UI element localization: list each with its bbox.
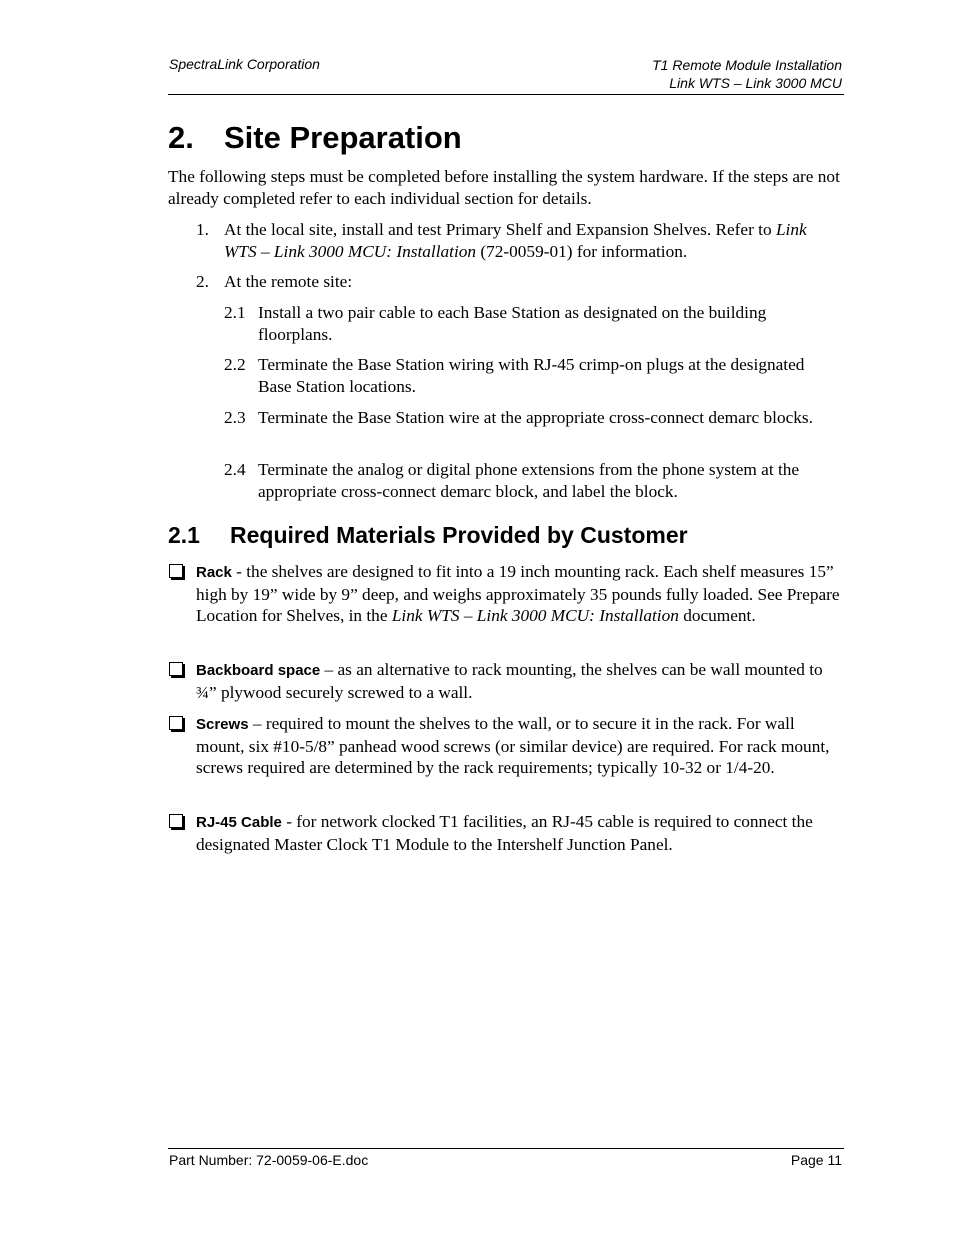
step-number: 2. (196, 272, 209, 291)
footer-part-number: Part Number: 72-0059-06-E.doc (169, 1152, 369, 1168)
section-intro: The following steps must be completed before installing the system hardware. If the steps are not already completed refer to each individual section for details. (168, 167, 840, 208)
substep-item (224, 302, 824, 345)
section-title: Site Preparation (224, 120, 462, 155)
header-doc-subtitle: Link WTS – Link 3000 MCU (669, 75, 842, 91)
step-item (196, 219, 836, 262)
substep-text: Install a two pair cable to each Base Station as designated on the building floorplans. (258, 303, 767, 344)
header-divider (168, 94, 844, 95)
checklist-text (196, 561, 844, 627)
step-text: At the remote site: (224, 272, 353, 291)
substep-text: Terminate the analog or digital phone extensions from the phone system at the appropriate cross-connect demarc block, and label the block. (258, 460, 800, 501)
checklist-label: Screws (196, 716, 249, 733)
subsection-heading (168, 520, 688, 550)
footer-page-number: Page 11 (790, 1152, 842, 1168)
section-number: 2. (168, 120, 194, 155)
substep-number: 2.1 (224, 303, 246, 322)
footer-divider (168, 1148, 844, 1149)
checklist-item (168, 561, 844, 627)
header-doc-title: T1 Remote Module Installation (652, 57, 842, 73)
checklist-item (168, 713, 844, 779)
checklist-text-part: - for network clocked T1 facilities, an RJ-45 cable is required to connect the designated Master Clock T1 Module to the Intershelf Junction Panel. (196, 812, 813, 854)
checklist-label: Backboard space (196, 662, 321, 679)
checkbox-icon (169, 716, 183, 730)
step-text (224, 219, 836, 262)
step-item (196, 271, 816, 293)
subsection-number: 2.1 (168, 522, 200, 548)
step-number: 1. (196, 220, 209, 239)
substep-text: Terminate the Base Station wiring with RJ-45 crimp-on plugs at the designated Base Station locations. (258, 355, 805, 396)
step-text-part: (72-0059-01) for information. (476, 241, 688, 261)
checklist-item (168, 811, 844, 855)
checkbox-icon (169, 564, 183, 578)
checkbox-icon (169, 814, 183, 828)
substep-number: 2.2 (224, 355, 246, 374)
substep-item (224, 459, 824, 502)
header-company: SpectraLink Corporation (169, 56, 320, 72)
section-heading (168, 118, 462, 158)
doc-reference: Link WTS – Link 3000 MCU: Installation (391, 606, 679, 625)
checklist-text-part: – as an alternative to rack mounting, the shelves can be wall mounted to ¾” plywood securely screwed to a wall. (196, 660, 823, 702)
checklist-text (196, 659, 844, 703)
checklist-text (196, 811, 844, 855)
checklist-text (196, 713, 844, 779)
substep-text: Terminate the Base Station wire at the appropriate cross-connect demarc blocks. (258, 408, 813, 427)
substep-number: 2.3 (224, 408, 246, 427)
checklist-text-part: - the shelves are designed to fit into a 19 inch mounting rack. Each shelf measures 15” high by 19” wide by 9” deep, and weighs approximately 35 pounds fully loaded. See Prepare Location for Shelves, in the (196, 562, 840, 625)
checklist-text-part: – required to mount the shelves to the wall, or to secure it in the rack. For wall mount, six #10-5/8” panhead wood screws (or similar device) are required. For rack mount, screws required are determined by the rack requirements; typically 10-32 or 1/4-20. (196, 714, 830, 777)
substep-item (224, 407, 824, 429)
subsection-title: Required Materials Provided by Customer (230, 522, 688, 548)
substep-item (224, 354, 824, 397)
checklist-label: Rack (196, 564, 232, 581)
substep-number: 2.4 (224, 460, 246, 479)
header-title-block (652, 56, 842, 92)
checklist-text-part: document. (678, 606, 756, 625)
step-text-part: At the local site, install and test Primary Shelf and Expansion Shelves. Refer to (224, 220, 776, 239)
doc-reference: Link WTS – Link 3000 MCU: Installation (224, 220, 807, 261)
checklist-label: RJ-45 Cable (196, 814, 282, 831)
checklist-item (168, 659, 844, 703)
checkbox-icon (169, 662, 183, 676)
